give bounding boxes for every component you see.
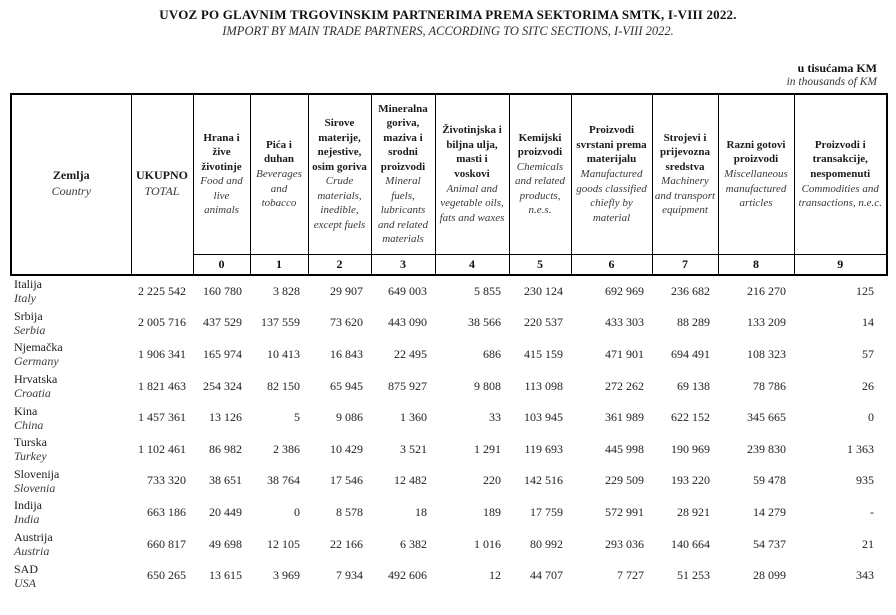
value-cell: 33 [489, 410, 501, 425]
country-cell [10, 276, 130, 308]
value-cell: 137 559 [261, 315, 300, 330]
section-title-en: Chemicals and related products, n.e.s. [515, 160, 565, 217]
section-title-hr: Strojevi i prijevozna sredstva [659, 131, 711, 173]
header-cell-code-9: 9 [794, 254, 887, 275]
section-title-en: Food and live animals [200, 175, 243, 217]
value-cell: 2 386 [273, 441, 300, 456]
value-cell: 108 323 [747, 346, 786, 361]
value-cell: 14 279 [753, 504, 786, 519]
header-cell-code-8: 8 [718, 254, 794, 275]
value-cell: 88 289 [677, 315, 710, 330]
value-cell: 54 737 [753, 536, 786, 551]
header-cell-code-0: 0 [193, 254, 250, 275]
header-cell-section-0 [193, 94, 250, 254]
value-cell: 16 843 [330, 346, 363, 361]
total-cell: 1 457 361 [138, 410, 186, 425]
table-row [10, 465, 886, 497]
table-row [10, 528, 886, 560]
country-name-hr: Turska [14, 435, 47, 450]
header-cell-code-5: 5 [509, 254, 571, 275]
header-total-en: TOTAL [144, 184, 180, 199]
value-cell: 165 974 [203, 346, 242, 361]
value-cell: 1 016 [474, 536, 501, 551]
section-title-en: Beverages and tobacco [256, 167, 302, 210]
unit-note: u tisućama KM [797, 61, 877, 75]
country-name-hr: Italija [14, 277, 42, 292]
value-cell: 10 429 [330, 441, 363, 456]
value-cell: 686 [483, 346, 501, 361]
total-cell: 1 102 461 [138, 441, 186, 456]
value-cell: 3 521 [400, 441, 427, 456]
country-name-hr: Indija [14, 498, 42, 513]
value-cell: 51 253 [677, 568, 710, 583]
value-cell: 38 566 [468, 315, 501, 330]
country-name-hr: Slovenija [14, 466, 60, 481]
value-cell: 82 150 [267, 378, 300, 393]
country-name-hr: Njemačka [14, 340, 63, 355]
country-name-hr: SAD [14, 561, 39, 576]
value-cell: 492 606 [388, 568, 427, 583]
country-name-en: Slovenia [14, 480, 56, 495]
country-name-en: Germany [14, 354, 59, 369]
value-cell: 12 482 [394, 473, 427, 488]
value-cell: 22 495 [394, 346, 427, 361]
country-name-en: Austria [14, 544, 50, 559]
total-cell: 650 265 [147, 568, 186, 583]
header-cell-section-3 [371, 94, 435, 254]
value-cell: 160 780 [203, 283, 242, 298]
header-country-hr: Zemlja [52, 168, 90, 183]
total-cell: 2 005 716 [138, 315, 186, 330]
header-cell-section-2 [308, 94, 371, 254]
country-name-en: India [14, 512, 40, 527]
header-cell-section-9 [794, 94, 887, 254]
value-cell: 12 [489, 568, 501, 583]
value-cell: 471 901 [605, 346, 644, 361]
value-cell: 125 [856, 283, 874, 298]
country-name-hr: Hrvatska [14, 372, 58, 387]
value-cell: 49 698 [209, 536, 242, 551]
value-cell: 216 270 [747, 283, 786, 298]
table-row [10, 276, 886, 308]
value-cell: 1 291 [474, 441, 501, 456]
value-cell: 57 [862, 346, 874, 361]
value-cell: 190 969 [671, 441, 710, 456]
value-cell: 10 413 [267, 346, 300, 361]
country-name-hr: Austrija [14, 530, 53, 545]
import-table [10, 93, 886, 591]
value-cell: 1 363 [847, 441, 874, 456]
table-row [10, 370, 886, 402]
section-title-hr: Kemijski proizvodi [517, 131, 563, 159]
country-cell [10, 339, 130, 371]
unit-note-block [787, 61, 877, 89]
value-cell: 6 382 [400, 536, 427, 551]
value-cell: 12 105 [267, 536, 300, 551]
total-cell: 663 186 [147, 504, 186, 519]
value-cell: 9 808 [474, 378, 501, 393]
table-row [10, 402, 886, 434]
value-cell: 142 516 [524, 473, 563, 488]
value-cell: 26 [862, 378, 874, 393]
value-cell: 69 138 [677, 378, 710, 393]
value-cell: 9 086 [336, 410, 363, 425]
value-cell: 189 [483, 504, 501, 519]
value-cell: 272 262 [605, 378, 644, 393]
value-cell: 103 945 [524, 410, 563, 425]
value-cell: 133 209 [747, 315, 786, 330]
country-cell [10, 402, 130, 434]
value-cell: 86 982 [209, 441, 242, 456]
unit-note-en: in thousands of KM [786, 76, 877, 88]
country-name-en: China [14, 417, 44, 432]
value-cell: 193 220 [671, 473, 710, 488]
page-subtitle: IMPORT BY MAIN TRADE PARTNERS, ACCORDING TO SITC SECTIONS, I-VIII 2022. [222, 24, 674, 38]
section-title-hr: Životinjska i biljna ulja, masti i voskovi [442, 124, 502, 180]
value-cell: 415 159 [524, 346, 563, 361]
page-title: UVOZ PO GLAVNIM TRGOVINSKIM PARTNERIMA PREMA SEKTORIMA SMTK, I-VIII 2022. [159, 7, 737, 22]
value-cell: 13 126 [209, 410, 242, 425]
header-cell-code-6: 6 [571, 254, 652, 275]
value-cell: 73 620 [330, 315, 363, 330]
value-cell: - [870, 504, 874, 519]
value-cell: 38 764 [267, 473, 300, 488]
value-cell: 7 934 [336, 568, 363, 583]
import-table-body [10, 276, 886, 592]
header-cell-code-7: 7 [652, 254, 718, 275]
value-cell: 230 124 [524, 283, 563, 298]
header-cell-total [131, 94, 193, 275]
value-cell: 5 [294, 410, 300, 425]
title-block [0, 7, 896, 39]
value-cell: 22 166 [330, 536, 363, 551]
value-cell: 0 [868, 410, 874, 425]
header-cell-section-1 [250, 94, 308, 254]
value-cell: 20 449 [209, 504, 242, 519]
value-cell: 1 360 [400, 410, 427, 425]
value-cell: 21 [862, 536, 874, 551]
value-cell: 7 727 [617, 568, 644, 583]
section-title-en: Commodities and transactions, n.e.c. [798, 182, 882, 210]
value-cell: 119 693 [524, 441, 563, 456]
section-title-hr: Pića i duhan [264, 138, 294, 166]
value-cell: 254 324 [203, 378, 242, 393]
section-title-en: Animal and vegetable oils, fats and waxes [439, 182, 505, 224]
value-cell: 113 098 [524, 378, 563, 393]
value-cell: 445 998 [605, 441, 644, 456]
value-cell: 140 664 [671, 536, 710, 551]
table-row [10, 339, 886, 371]
section-title-hr: Proizvodi i transakcije, nespomenuti [810, 138, 871, 180]
value-cell: 59 478 [753, 473, 786, 488]
country-cell [10, 560, 130, 592]
country-name-en: Turkey [14, 449, 47, 464]
value-cell: 433 303 [605, 315, 644, 330]
value-cell: 220 [483, 473, 501, 488]
value-cell: 78 786 [753, 378, 786, 393]
section-title-hr: Hrana i žive životinje [201, 131, 242, 173]
country-name-en: Italy [14, 291, 36, 306]
country-cell [10, 307, 130, 339]
value-cell: 38 651 [209, 473, 242, 488]
value-cell: 622 152 [671, 410, 710, 425]
country-name-en: USA [14, 575, 36, 590]
section-title-hr: Proizvodi svrstani prema materijalu [576, 124, 647, 166]
value-cell: 0 [294, 504, 300, 519]
country-name-en: Croatia [14, 386, 51, 401]
section-title-en: Miscellaneous manufactured articles [724, 167, 788, 210]
section-title-en: Crude materials, inedible, except fuels [313, 175, 366, 231]
table-row [10, 497, 886, 529]
value-cell: 44 707 [530, 568, 563, 583]
value-cell: 28 921 [677, 504, 710, 519]
header-cell-code-2: 2 [308, 254, 371, 275]
header-total-hr: UKUPNO [136, 168, 188, 183]
total-cell: 1 906 341 [138, 346, 186, 361]
value-cell: 29 907 [330, 283, 363, 298]
header-cell-section-8 [718, 94, 794, 254]
header-cell-country [11, 94, 131, 275]
header-cell-section-4 [435, 94, 509, 254]
import-table-header [10, 93, 888, 276]
value-cell: 18 [415, 504, 427, 519]
value-cell: 28 099 [753, 568, 786, 583]
value-cell: 236 682 [671, 283, 710, 298]
value-cell: 694 491 [671, 346, 710, 361]
value-cell: 437 529 [203, 315, 242, 330]
table-row [10, 307, 886, 339]
table-row [10, 560, 886, 592]
value-cell: 572 991 [605, 504, 644, 519]
country-cell [10, 465, 130, 497]
country-cell [10, 528, 130, 560]
value-cell: 65 945 [330, 378, 363, 393]
header-cell-code-4: 4 [435, 254, 509, 275]
section-title-en: Manufactured goods classified chiefly by material [576, 167, 647, 224]
country-cell [10, 370, 130, 402]
value-cell: 343 [856, 568, 874, 583]
value-cell: 345 665 [747, 410, 786, 425]
total-cell: 733 320 [147, 473, 186, 488]
value-cell: 935 [856, 473, 874, 488]
section-title-en: Machinery and transport equipment [654, 175, 716, 217]
value-cell: 875 927 [388, 378, 427, 393]
section-title-hr: Razni gotovi proizvodi [726, 138, 786, 166]
header-cell-code-3: 3 [371, 254, 435, 275]
total-cell: 660 817 [147, 536, 186, 551]
value-cell: 3 828 [273, 283, 300, 298]
section-title-hr: Mineralna goriva, maziva i srodni proizvodi [378, 102, 428, 173]
country-name-en: Serbia [14, 322, 46, 337]
total-cell: 2 225 542 [138, 283, 186, 298]
value-cell: 361 989 [605, 410, 644, 425]
value-cell: 8 578 [336, 504, 363, 519]
value-cell: 293 036 [605, 536, 644, 551]
value-cell: 5 855 [474, 283, 501, 298]
value-cell: 13 615 [209, 568, 242, 583]
country-name-hr: Srbija [14, 308, 43, 323]
header-country-en: Country [51, 184, 91, 199]
value-cell: 239 830 [747, 441, 786, 456]
value-cell: 692 969 [605, 283, 644, 298]
country-cell [10, 497, 130, 529]
value-cell: 229 509 [605, 473, 644, 488]
country-cell [10, 433, 130, 465]
total-cell: 1 821 463 [138, 378, 186, 393]
value-cell: 649 003 [388, 283, 427, 298]
value-cell: 17 546 [330, 473, 363, 488]
value-cell: 443 090 [388, 315, 427, 330]
value-cell: 3 969 [273, 568, 300, 583]
value-cell: 14 [862, 315, 874, 330]
header-cell-code-1: 1 [250, 254, 308, 275]
value-cell: 17 759 [530, 504, 563, 519]
section-title-en: Mineral fuels, lubricants and related materials [378, 175, 428, 246]
header-cell-section-5 [509, 94, 571, 254]
value-cell: 220 537 [524, 315, 563, 330]
header-cell-section-7 [652, 94, 718, 254]
value-cell: 80 992 [530, 536, 563, 551]
table-row [10, 433, 886, 465]
header-cell-section-6 [571, 94, 652, 254]
section-title-hr: Sirove materije, nejestive, osim goriva [312, 117, 367, 173]
country-name-hr: Kina [14, 403, 38, 418]
